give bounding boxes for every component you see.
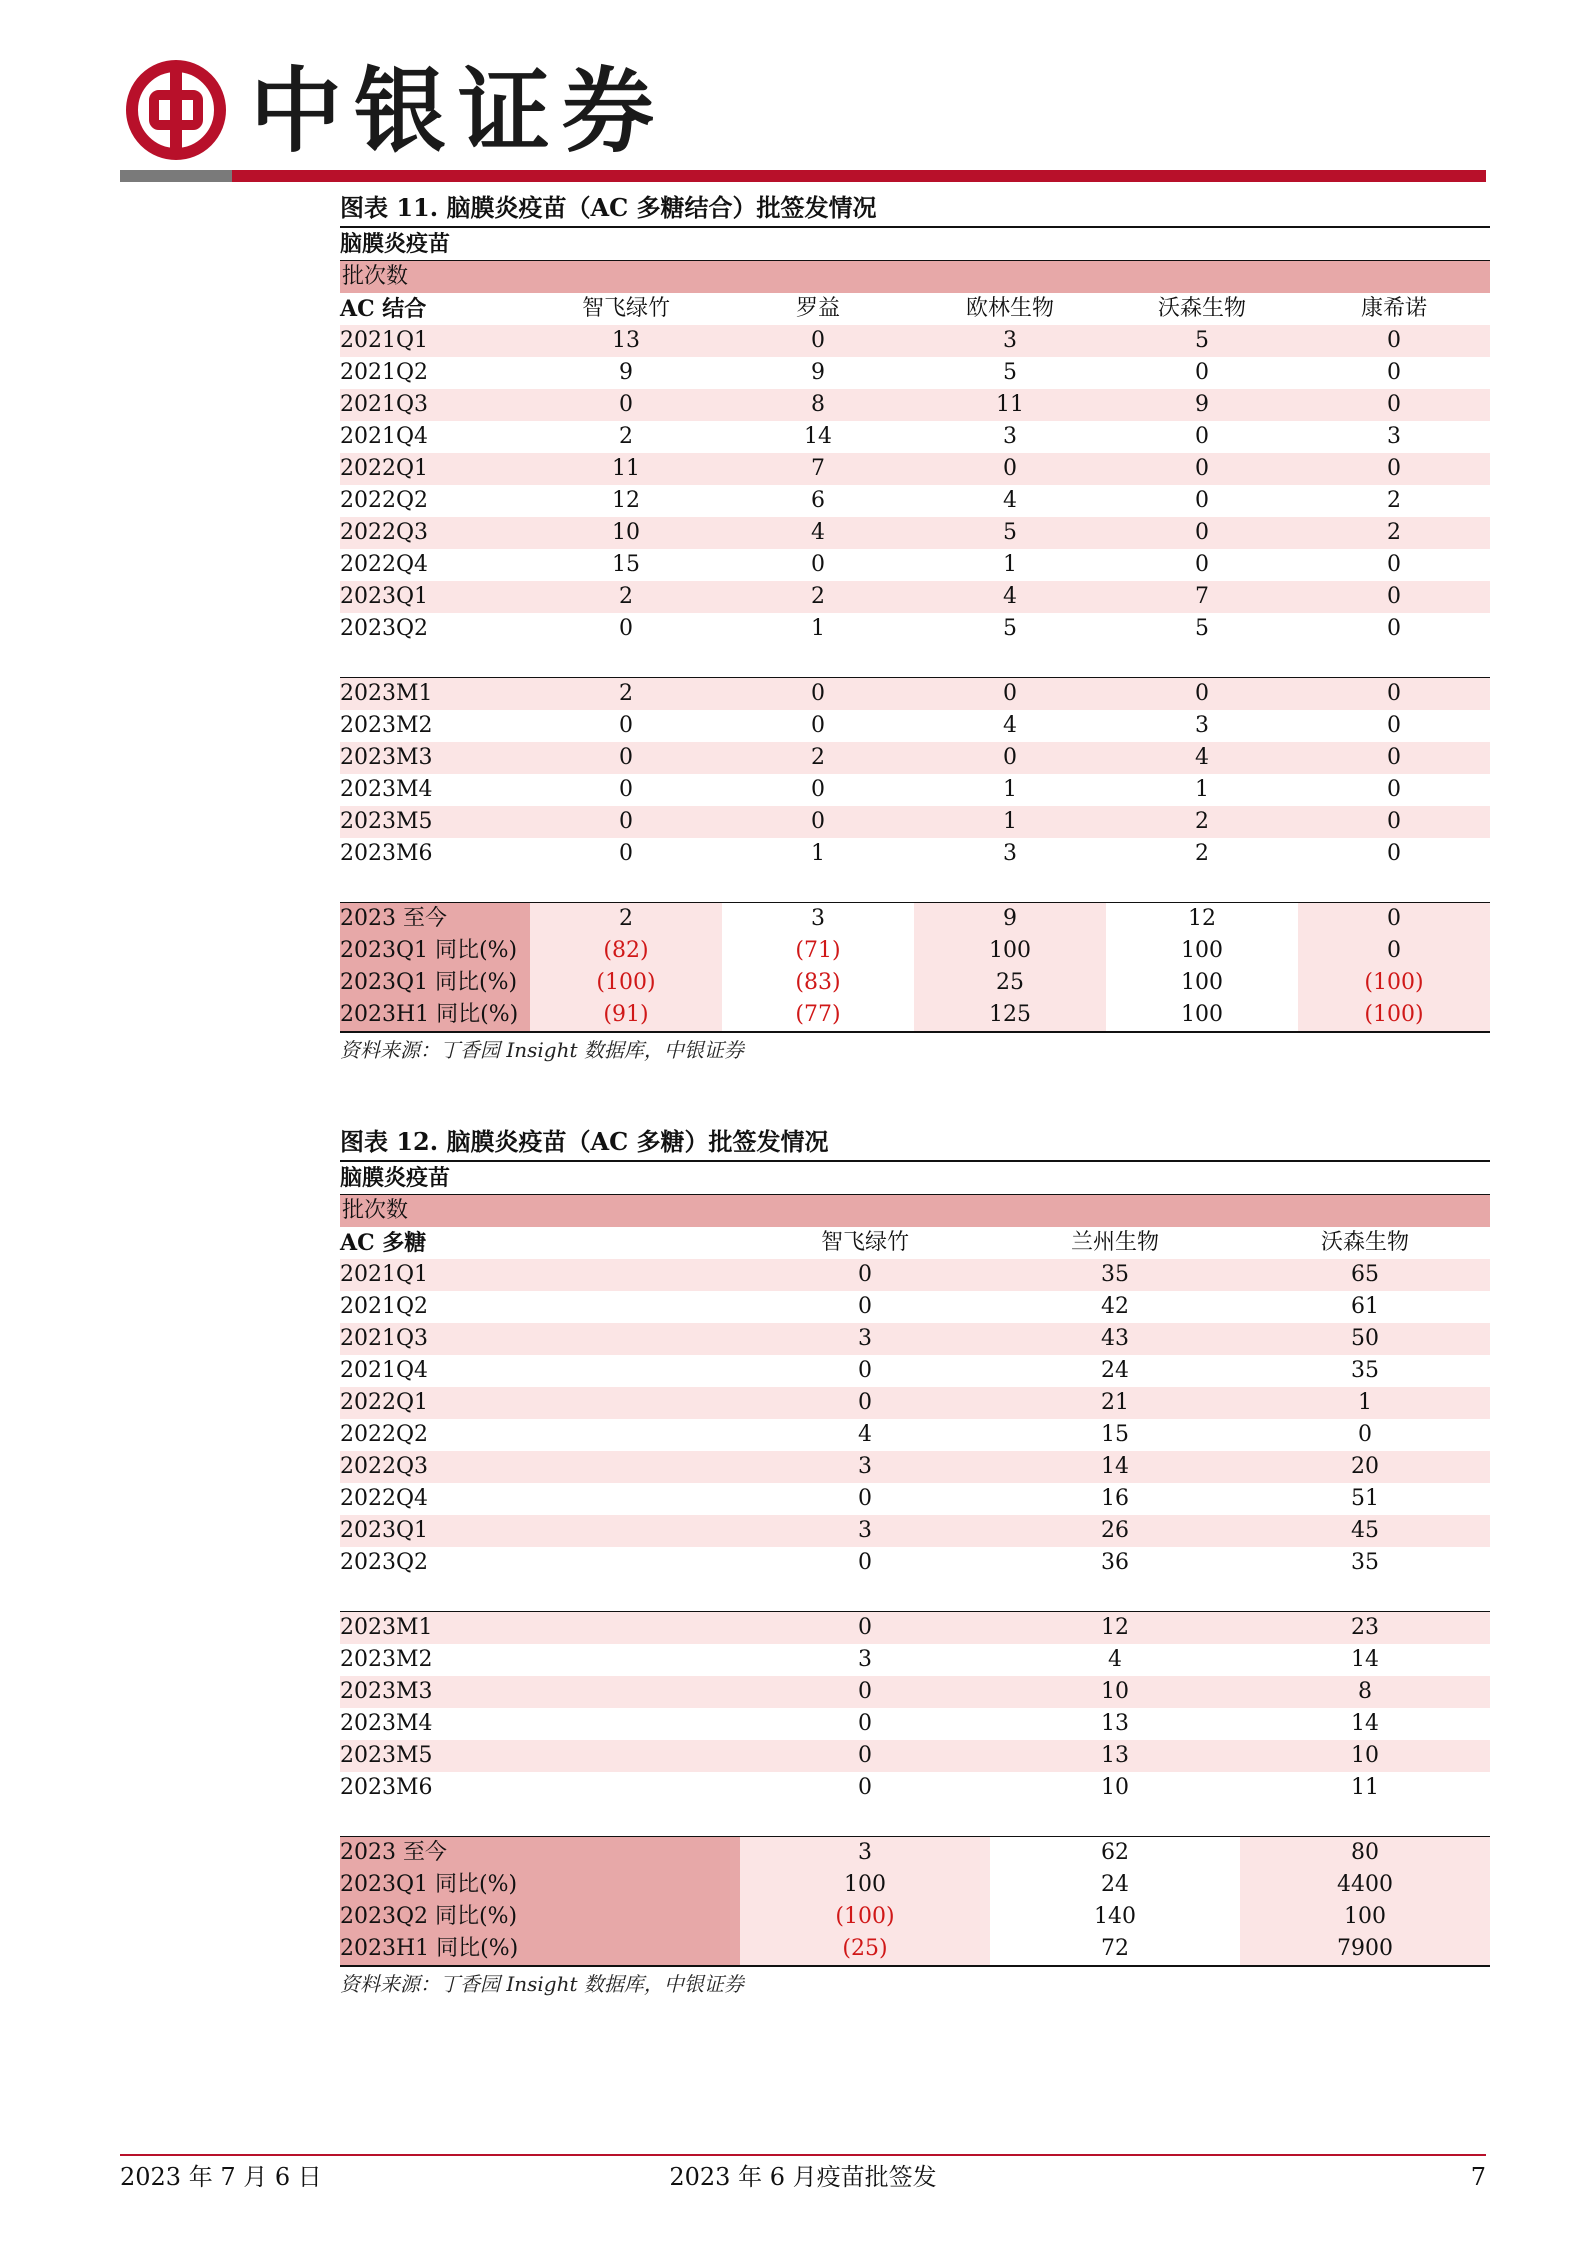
footer-doc-title: 2023 年 6 月疫苗批签发 xyxy=(669,2163,937,2191)
table-row xyxy=(340,453,1490,485)
summary-cell: (77) xyxy=(722,999,914,1032)
blank-cell xyxy=(1106,870,1298,903)
row-label: 2021Q4 xyxy=(340,424,429,449)
table-row xyxy=(340,1740,1490,1772)
summary-cell: 24 xyxy=(1101,1872,1129,1897)
table-cell: 0 xyxy=(1298,742,1490,774)
blank-cell xyxy=(530,870,722,903)
table-cell: 0 xyxy=(1195,552,1209,577)
blank-cell xyxy=(1298,645,1490,678)
source-note: 资料来源：丁香园 Insight 数据库，中银证券 xyxy=(340,1972,744,1996)
row-label: 2022Q4 xyxy=(340,1486,429,1511)
table-cell: 0 xyxy=(1387,841,1401,866)
table-cell: 35 xyxy=(990,1259,1240,1291)
table-cell: 12 xyxy=(612,488,640,513)
table-cell: 0 xyxy=(1387,552,1401,577)
table-cell: 0 xyxy=(722,806,914,838)
table-cell: 0 xyxy=(740,1676,990,1708)
table-row xyxy=(340,485,1490,517)
table-row xyxy=(340,678,1490,711)
table-cell: 1 xyxy=(1003,777,1017,802)
summary-cell: 4400 xyxy=(1240,1869,1490,1901)
table-row xyxy=(340,1259,1490,1291)
row-label: 2022Q2 xyxy=(340,1422,429,1447)
row-label: 2021Q3 xyxy=(340,389,530,421)
table-cell: 3 xyxy=(740,1323,990,1355)
table-row xyxy=(340,903,1490,936)
row-label: 2022Q1 xyxy=(340,1387,740,1419)
summary-cell: (100) xyxy=(530,967,722,999)
blank-cell xyxy=(1298,870,1490,903)
figure-12 xyxy=(340,1124,1490,2001)
table-row xyxy=(340,999,1490,1032)
row-label: 2022Q3 xyxy=(340,517,530,549)
summary-cell: 100 xyxy=(1106,999,1298,1032)
table-body xyxy=(340,293,1490,1032)
summary-cell: 3 xyxy=(740,1837,990,1870)
table-row xyxy=(340,1837,1490,1870)
table-cell: 15 xyxy=(1101,1422,1129,1447)
table-cell: 61 xyxy=(1351,1294,1379,1319)
summary-cell: 72 xyxy=(990,1933,1240,1966)
summary-cell: 2 xyxy=(530,903,722,936)
table-row xyxy=(340,1515,1490,1547)
table-cell: 0 xyxy=(858,1711,872,1736)
table-cell: 50 xyxy=(1240,1323,1490,1355)
table-cell: 0 xyxy=(858,1486,872,1511)
table-cell: 3 xyxy=(1003,424,1017,449)
table-cell: 5 xyxy=(1003,360,1017,385)
blank-cell xyxy=(340,870,530,903)
table-cell: 15 xyxy=(612,552,640,577)
row-label: 2023M5 xyxy=(340,1740,740,1772)
summary-label: 2023 至今 xyxy=(340,1837,740,1870)
table-row xyxy=(340,1644,1490,1676)
table-row xyxy=(340,549,1490,581)
table-cell: 6 xyxy=(811,488,825,513)
row-label: 2022Q4 xyxy=(340,552,429,577)
table-row xyxy=(340,1451,1490,1483)
row-label: 2023M1 xyxy=(340,1612,740,1645)
table-cell: 0 xyxy=(811,552,825,577)
blank-cell xyxy=(530,645,722,678)
page-header xyxy=(0,0,1586,180)
table-cell: 0 xyxy=(1387,616,1401,641)
table-cell: 0 xyxy=(1298,453,1490,485)
row-label: 2023M2 xyxy=(340,1647,433,1672)
table-cell: 2 xyxy=(722,742,914,774)
row-label: 2023M3 xyxy=(340,742,530,774)
table-cell: 2 xyxy=(1387,488,1401,513)
table-row xyxy=(340,1483,1490,1515)
table-cell: 3 xyxy=(1387,424,1401,449)
row-label: 2023M6 xyxy=(340,841,433,866)
column-header: 康希诺 xyxy=(1360,296,1427,321)
summary-cell: (25) xyxy=(740,1933,990,1966)
table-row xyxy=(340,710,1490,742)
blank-cell xyxy=(340,1804,740,1837)
blank-cell xyxy=(740,1579,990,1612)
row-label: 2021Q4 xyxy=(340,1358,429,1383)
summary-cell: 62 xyxy=(990,1837,1240,1870)
table-cell: 35 xyxy=(1351,1550,1379,1575)
summary-cell: (100) xyxy=(1298,999,1490,1032)
table-cell: 0 xyxy=(914,453,1106,485)
summary-cell: 100 xyxy=(1240,1901,1490,1933)
table-cell: 21 xyxy=(990,1387,1240,1419)
column-header: 沃森生物 xyxy=(1320,1230,1409,1255)
table-cell: 3 xyxy=(1195,713,1209,738)
column-header: 沃森生物 xyxy=(1157,296,1246,321)
table-cell: 1 xyxy=(914,806,1106,838)
table-cell: 26 xyxy=(990,1515,1240,1547)
table-cell: 4 xyxy=(1003,713,1017,738)
page-footer xyxy=(120,2154,1486,2196)
table-cell: 0 xyxy=(858,1550,872,1575)
row-label: 2021Q1 xyxy=(340,325,530,357)
table-cell: 0 xyxy=(1298,678,1490,711)
table-cell: 8 xyxy=(722,389,914,421)
row-label: 2023M1 xyxy=(340,678,530,711)
summary-cell: 7900 xyxy=(1240,1933,1490,1966)
blank-cell xyxy=(1240,1579,1490,1612)
data-table xyxy=(340,293,1490,1033)
summary-cell: 100 xyxy=(914,935,1106,967)
table-cell: 0 xyxy=(1195,424,1209,449)
table-cell: 3 xyxy=(1003,841,1017,866)
table-cell: 5 xyxy=(1106,325,1298,357)
row-label: 2021Q2 xyxy=(340,1294,429,1319)
blank-cell xyxy=(1240,1804,1490,1837)
row-label: 2023Q2 xyxy=(340,1550,429,1575)
table-cell: 2 xyxy=(722,581,914,613)
table-cell: 0 xyxy=(1195,488,1209,513)
table-row xyxy=(340,389,1490,421)
table-cell: 0 xyxy=(1298,325,1490,357)
table-cell: 0 xyxy=(740,1740,990,1772)
table-row xyxy=(340,1676,1490,1708)
table-row xyxy=(340,1772,1490,1804)
table-row xyxy=(340,967,1490,999)
column-header: 罗益 xyxy=(795,296,840,321)
table-cell: 0 xyxy=(1106,517,1298,549)
table-row xyxy=(340,1804,1490,1837)
column-header: 智飞绿竹 xyxy=(581,296,670,321)
table-cell: 0 xyxy=(722,678,914,711)
column-header: 智飞绿竹 xyxy=(820,1230,909,1255)
table-row xyxy=(340,838,1490,870)
table-cell: 0 xyxy=(740,1259,990,1291)
blank-cell xyxy=(740,1804,990,1837)
table-cell: 24 xyxy=(1101,1358,1129,1383)
summary-cell: (71) xyxy=(795,938,841,963)
summary-cell: 100 xyxy=(740,1869,990,1901)
table-row xyxy=(340,325,1490,357)
summary-cell: 0 xyxy=(1298,935,1490,967)
table-cell: 4 xyxy=(722,517,914,549)
table-cell: 0 xyxy=(619,713,633,738)
table-cell: 5 xyxy=(1003,616,1017,641)
blank-cell xyxy=(1106,645,1298,678)
row-label: 2023M3 xyxy=(340,1676,740,1708)
summary-cell: 100 xyxy=(1181,938,1223,963)
table-cell: 4 xyxy=(1106,742,1298,774)
table-cell: 45 xyxy=(1240,1515,1490,1547)
row-label: 2021Q1 xyxy=(340,1259,740,1291)
table-cell: 10 xyxy=(1101,1775,1129,1800)
table-cell: 9 xyxy=(811,360,825,385)
table-cell: 0 xyxy=(619,616,633,641)
table-cell: 0 xyxy=(530,742,722,774)
table-cell: 0 xyxy=(530,389,722,421)
row-label: 2023M4 xyxy=(340,1711,433,1736)
table-cell: 2 xyxy=(1298,517,1490,549)
blank-cell xyxy=(914,645,1106,678)
row-label: 2021Q2 xyxy=(340,360,429,385)
row-label: 2023M4 xyxy=(340,777,433,802)
table-cell: 0 xyxy=(722,325,914,357)
summary-cell: 100 xyxy=(1181,970,1223,995)
table-row xyxy=(340,1323,1490,1355)
table-cell: 11 xyxy=(914,389,1106,421)
table-cell: 2 xyxy=(530,678,722,711)
summary-cell: (100) xyxy=(1298,967,1490,999)
figure-title: 图表 11. 脑膜炎疫苗（AC 多糖结合）批签发情况 xyxy=(340,190,1490,228)
table-cell: 14 xyxy=(804,424,832,449)
summary-label: 2023Q1 同比(%) xyxy=(340,935,530,967)
table-cell: 4 xyxy=(858,1422,872,1447)
summary-label: 2023H1 同比(%) xyxy=(340,1933,740,1966)
table-cell: 3 xyxy=(914,325,1106,357)
table-row xyxy=(340,517,1490,549)
table-row xyxy=(340,742,1490,774)
table-cell: 2 xyxy=(530,581,722,613)
table-cell: 2 xyxy=(1106,806,1298,838)
table-cell: 65 xyxy=(1240,1259,1490,1291)
table-cell: 35 xyxy=(1351,1358,1379,1383)
table-row xyxy=(340,293,1490,325)
table-cell: 4 xyxy=(1003,488,1017,513)
table-cell: 1 xyxy=(1240,1387,1490,1419)
blank-cell xyxy=(914,870,1106,903)
row-label: 2023Q1 xyxy=(340,581,530,613)
table-cell: 13 xyxy=(990,1740,1240,1772)
row-label: 2023Q1 xyxy=(340,1515,740,1547)
table-row xyxy=(340,1355,1490,1387)
table-row xyxy=(340,1612,1490,1645)
blank-cell xyxy=(722,645,914,678)
blank-cell xyxy=(990,1804,1240,1837)
table-cell: 11 xyxy=(530,453,722,485)
table-cell: 0 xyxy=(740,1387,990,1419)
table-cell: 16 xyxy=(1101,1486,1129,1511)
table-cell: 0 xyxy=(1387,360,1401,385)
table-cell: 0 xyxy=(811,713,825,738)
table-row xyxy=(340,1901,1490,1933)
row-label: 2021Q3 xyxy=(340,1323,740,1355)
table-cell: 0 xyxy=(619,777,633,802)
table-cell: 7 xyxy=(722,453,914,485)
table-cell: 4 xyxy=(914,581,1106,613)
table-cell: 36 xyxy=(1101,1550,1129,1575)
table-row xyxy=(340,1387,1490,1419)
summary-cell: 9 xyxy=(914,903,1106,936)
brand-name: 中银证券 xyxy=(250,57,667,165)
table-cell: 0 xyxy=(858,1775,872,1800)
row-label-header: AC 多糖 xyxy=(340,1230,427,1256)
figure-11 xyxy=(340,190,1490,1067)
summary-cell: (100) xyxy=(740,1901,990,1933)
table-cell: 3 xyxy=(858,1647,872,1672)
table-row xyxy=(340,1708,1490,1740)
table-cell: 0 xyxy=(914,742,1106,774)
table-cell: 1 xyxy=(1195,777,1209,802)
table-cell: 0 xyxy=(914,678,1106,711)
table-cell: 7 xyxy=(1106,581,1298,613)
row-label: 2023M5 xyxy=(340,806,530,838)
figure-subtitle: 脑膜炎疫苗 xyxy=(340,1162,1490,1195)
table-cell: 10 xyxy=(990,1676,1240,1708)
figure-subtitle: 脑膜炎疫苗 xyxy=(340,228,1490,261)
table-cell: 0 xyxy=(858,1294,872,1319)
table-cell: 0 xyxy=(1106,678,1298,711)
summary-cell: 3 xyxy=(722,903,914,936)
row-label: 2023Q2 xyxy=(340,616,429,641)
table-cell: 0 xyxy=(1298,806,1490,838)
table-cell: 4 xyxy=(1108,1647,1122,1672)
row-label: 2022Q3 xyxy=(340,1451,740,1483)
footer-date: 2023 年 7 月 6 日 xyxy=(120,2163,322,2191)
summary-cell: (83) xyxy=(795,970,841,995)
table-row xyxy=(340,935,1490,967)
row-label: 2022Q2 xyxy=(340,488,429,513)
table-row xyxy=(340,806,1490,838)
table-cell: 8 xyxy=(1240,1676,1490,1708)
summary-cell: (82) xyxy=(530,935,722,967)
header-bar-grey xyxy=(120,170,232,182)
table-body xyxy=(340,1227,1490,1966)
table-cell: 0 xyxy=(530,806,722,838)
summary-cell: 140 xyxy=(1094,1904,1136,1929)
table-cell: 5 xyxy=(1195,616,1209,641)
table-row xyxy=(340,645,1490,678)
page-number: 7 xyxy=(1470,2163,1486,2191)
table-row xyxy=(340,1869,1490,1901)
section-label: 批次数 xyxy=(340,261,1490,293)
table-cell: 20 xyxy=(1240,1451,1490,1483)
table-row xyxy=(340,870,1490,903)
summary-cell: 25 xyxy=(914,967,1106,999)
table-row xyxy=(340,1291,1490,1323)
table-row xyxy=(340,581,1490,613)
table-cell: 43 xyxy=(990,1323,1240,1355)
table-cell: 0 xyxy=(1358,1422,1372,1447)
table-row xyxy=(340,1227,1490,1259)
table-cell: 0 xyxy=(740,1612,990,1645)
table-cell: 42 xyxy=(1101,1294,1129,1319)
table-cell: 0 xyxy=(1298,581,1490,613)
table-cell: 0 xyxy=(1106,453,1298,485)
table-cell: 14 xyxy=(1351,1711,1379,1736)
table-cell: 0 xyxy=(858,1358,872,1383)
table-cell: 2 xyxy=(1195,841,1209,866)
table-cell: 2 xyxy=(619,424,633,449)
table-cell: 14 xyxy=(990,1451,1240,1483)
table-cell: 0 xyxy=(1298,389,1490,421)
table-cell: 0 xyxy=(1387,713,1401,738)
summary-cell: 125 xyxy=(914,999,1106,1032)
table-cell: 5 xyxy=(914,517,1106,549)
table-cell: 0 xyxy=(1195,360,1209,385)
table-cell: 51 xyxy=(1351,1486,1379,1511)
summary-label: 2023H1 同比(%) xyxy=(340,999,530,1032)
summary-cell: 0 xyxy=(1298,903,1490,936)
table-cell: 13 xyxy=(530,325,722,357)
figure-title: 图表 12. 脑膜炎疫苗（AC 多糖）批签发情况 xyxy=(340,1124,1490,1162)
table-row xyxy=(340,1419,1490,1451)
summary-cell: 12 xyxy=(1106,903,1298,936)
table-cell: 3 xyxy=(740,1515,990,1547)
bank-of-china-logo-icon xyxy=(126,60,226,160)
column-header: 兰州生物 xyxy=(1070,1230,1159,1255)
summary-cell: (91) xyxy=(530,999,722,1032)
table-row xyxy=(340,613,1490,645)
row-label: 2022Q1 xyxy=(340,453,530,485)
table-row xyxy=(340,357,1490,389)
table-row xyxy=(340,1547,1490,1579)
table-cell: 12 xyxy=(990,1612,1240,1645)
table-cell: 9 xyxy=(1106,389,1298,421)
summary-cell: 80 xyxy=(1240,1837,1490,1870)
table-row xyxy=(340,774,1490,806)
summary-label: 2023Q1 同比(%) xyxy=(340,1869,740,1901)
data-table xyxy=(340,1227,1490,1967)
row-label: 2023M6 xyxy=(340,1775,433,1800)
table-cell: 0 xyxy=(1387,777,1401,802)
table-cell: 1 xyxy=(1003,552,1017,577)
table-cell: 0 xyxy=(619,841,633,866)
row-label: 2023M2 xyxy=(340,713,433,738)
table-row xyxy=(340,421,1490,453)
table-cell: 9 xyxy=(619,360,633,385)
table-cell: 11 xyxy=(1351,1775,1379,1800)
table-row xyxy=(340,1579,1490,1612)
table-cell: 0 xyxy=(811,777,825,802)
section-label: 批次数 xyxy=(340,1195,1490,1227)
table-cell: 1 xyxy=(811,841,825,866)
blank-cell xyxy=(340,645,530,678)
summary-label: 2023Q2 同比(%) xyxy=(340,1901,740,1933)
source-note: 资料来源：丁香园 Insight 数据库，中银证券 xyxy=(340,1038,744,1062)
header-bar-red xyxy=(232,170,1486,182)
table-cell: 13 xyxy=(1101,1711,1129,1736)
table-cell: 1 xyxy=(811,616,825,641)
summary-label: 2023 至今 xyxy=(340,903,530,936)
blank-cell xyxy=(722,870,914,903)
summary-label: 2023Q1 同比(%) xyxy=(340,967,530,999)
blank-cell xyxy=(990,1579,1240,1612)
table-row xyxy=(340,1933,1490,1966)
table-cell: 10 xyxy=(1240,1740,1490,1772)
table-cell: 23 xyxy=(1240,1612,1490,1645)
table-cell: 3 xyxy=(740,1451,990,1483)
blank-cell xyxy=(340,1579,740,1612)
table-cell: 14 xyxy=(1351,1647,1379,1672)
row-label-header: AC 结合 xyxy=(340,296,427,322)
column-header: 欧林生物 xyxy=(965,296,1054,321)
table-cell: 10 xyxy=(530,517,722,549)
